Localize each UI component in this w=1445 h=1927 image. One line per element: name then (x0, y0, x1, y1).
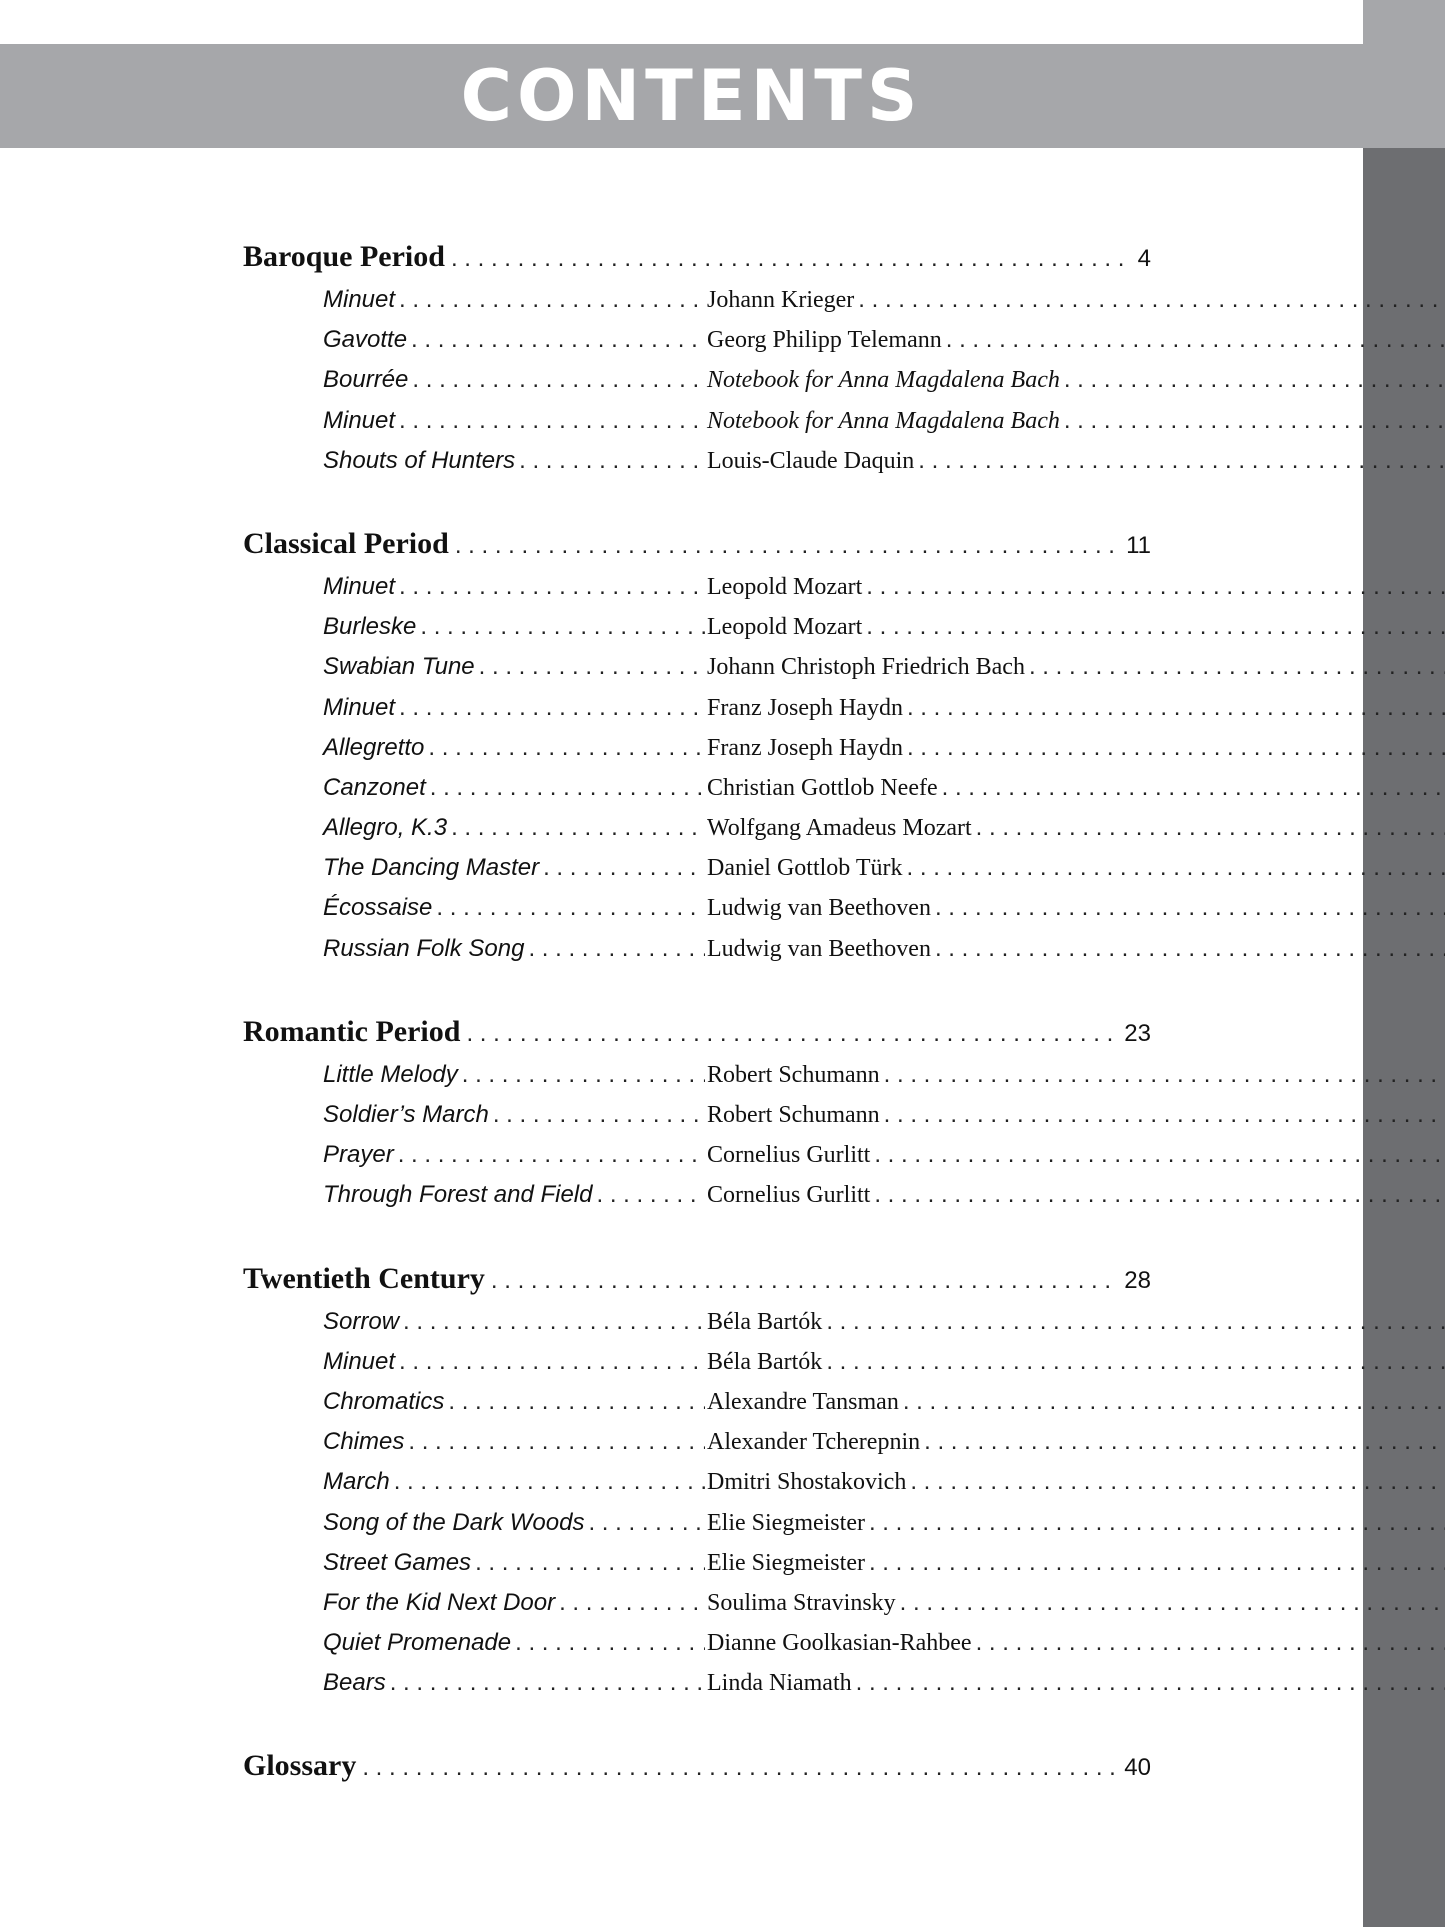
piece-title: Russian Folk Song (323, 934, 525, 962)
piece-title: Song of the Dark Woods (323, 1508, 585, 1536)
toc-entry[interactable] (243, 1055, 1151, 1095)
piece-title: Minuet (323, 1347, 396, 1375)
toc-entry[interactable] (243, 1135, 1151, 1175)
piece-column (323, 1055, 705, 1095)
composer-name: Louis-Claude Daquin (707, 447, 915, 474)
dot-leader (976, 1623, 1445, 1663)
dot-leader (866, 567, 1445, 607)
piece-column (323, 607, 705, 647)
piece-title: Sorrow (323, 1307, 400, 1335)
dot-leader (466, 1011, 1118, 1057)
section-title: Twentieth Century (243, 1261, 485, 1295)
section-heading-row[interactable] (243, 1009, 1151, 1055)
section-title: Romantic Period (243, 1014, 461, 1048)
toc-entry[interactable] (243, 1342, 1151, 1382)
composer-column (705, 1095, 1445, 1135)
composer-column (705, 401, 1445, 441)
toc-entry[interactable] (243, 441, 1151, 481)
dot-leader (874, 1135, 1445, 1175)
section-heading-row[interactable] (243, 1256, 1151, 1302)
dot-leader (869, 1543, 1445, 1583)
composer-column (705, 1055, 1445, 1095)
dot-leader (942, 768, 1445, 808)
piece-title: Shouts of Hunters (323, 446, 516, 474)
toc-entry[interactable] (243, 1175, 1151, 1215)
piece-title: Burleske (323, 613, 417, 641)
composer-name: Leopold Mozart (707, 614, 863, 641)
dot-leader (430, 768, 705, 808)
piece-title: The Dancing Master (323, 854, 540, 882)
toc-entry[interactable] (243, 929, 1151, 969)
dot-leader (528, 929, 705, 969)
composer-column (705, 768, 1445, 808)
toc-entry[interactable] (243, 888, 1151, 928)
composer-name: Elie Siegmeister (707, 1549, 865, 1576)
piece-column (323, 441, 705, 481)
dot-leader (856, 1663, 1445, 1703)
composer-column (705, 1382, 1445, 1422)
composer-name: Leopold Mozart (707, 573, 863, 600)
composer-column (705, 688, 1445, 728)
composer-column (705, 607, 1445, 647)
piece-title: Little Melody (323, 1060, 458, 1088)
composer-column (705, 647, 1445, 687)
dot-leader (884, 1055, 1445, 1095)
page-number: 23 (1124, 1019, 1151, 1047)
dot-leader (946, 320, 1445, 360)
piece-column (323, 401, 705, 441)
section-title: Classical Period (243, 526, 449, 560)
composer-name: Franz Joseph Haydn (707, 694, 903, 721)
piece-column (323, 1135, 705, 1175)
dot-leader (900, 1583, 1445, 1623)
composer-column (705, 360, 1445, 400)
dot-leader (869, 1503, 1445, 1543)
piece-column (323, 1382, 705, 1422)
composer-column (705, 1422, 1445, 1462)
section-heading-row[interactable] (243, 521, 1151, 567)
dot-leader (907, 848, 1445, 888)
piece-title: Minuet (323, 572, 396, 600)
toc-entry[interactable] (243, 280, 1151, 320)
piece-column (323, 1095, 705, 1135)
page-number: 28 (1124, 1266, 1151, 1294)
composer-name: Cornelius Gurlitt (707, 1182, 871, 1209)
piece-column (323, 320, 705, 360)
dot-leader (408, 1422, 705, 1462)
dot-leader (399, 1342, 705, 1382)
piece-column (323, 848, 705, 888)
composer-column (705, 808, 1445, 848)
toc-entry[interactable] (243, 1623, 1151, 1663)
dot-leader (420, 607, 705, 647)
composer-column (705, 1342, 1445, 1382)
toc-entry[interactable] (243, 808, 1151, 848)
dot-leader (455, 523, 1120, 569)
piece-title: Canzonet (323, 773, 426, 801)
dot-leader (451, 236, 1132, 282)
dot-leader (884, 1095, 1445, 1135)
composer-name: Johann Christoph Friedrich Bach (707, 654, 1025, 681)
dot-leader (907, 688, 1445, 728)
dot-leader (428, 728, 705, 768)
composer-column (705, 441, 1445, 481)
piece-title: Chromatics (323, 1387, 445, 1415)
toc-entry[interactable] (243, 1583, 1151, 1623)
piece-column (323, 360, 705, 400)
toc-entry[interactable] (243, 848, 1151, 888)
dot-leader (1029, 647, 1445, 687)
section-heading-row[interactable] (243, 234, 1151, 280)
composer-column (705, 567, 1445, 607)
toc-entry[interactable] (243, 567, 1151, 607)
composer-name: Christian Gottlob Neefe (707, 774, 938, 801)
piece-column (323, 1342, 705, 1382)
composer-name: Robert Schumann (707, 1102, 880, 1128)
dot-leader (475, 1543, 705, 1583)
composer-name: Alexander Tcherepnin (707, 1429, 921, 1456)
toc-entry[interactable] (243, 1663, 1151, 1703)
piece-title: Soldier’s March (323, 1101, 489, 1128)
section-title: Glossary (243, 1749, 357, 1783)
composer-name: Ludwig van Beethoven (707, 935, 931, 962)
toc-entry[interactable] (243, 607, 1151, 647)
piece-column (323, 647, 705, 687)
title-banner (0, 44, 1363, 148)
dot-leader (412, 360, 705, 400)
piece-title: Chimes (323, 1428, 405, 1456)
composer-name: Ludwig van Beethoven (707, 895, 931, 922)
toc-entry[interactable] (243, 647, 1151, 687)
toc-section (243, 1743, 1151, 1789)
toc-section (243, 521, 1151, 969)
dot-leader (493, 1095, 705, 1135)
piece-title: Minuet (323, 406, 396, 434)
composer-name: Béla Bartók (707, 1308, 823, 1335)
dot-leader (903, 1382, 1445, 1422)
composer-column (705, 280, 1445, 320)
dot-leader (866, 607, 1445, 647)
piece-column (323, 1663, 705, 1703)
piece-title: Bourrée (323, 366, 409, 394)
composer-name: Notebook for Anna Magdalena Bach (707, 407, 1060, 434)
toc-section (243, 1256, 1151, 1704)
piece-title: Minuet (323, 693, 396, 721)
dot-leader (411, 320, 705, 360)
dot-leader (399, 401, 705, 441)
piece-column (323, 1175, 705, 1215)
toc-entry[interactable] (243, 728, 1151, 768)
dot-leader (935, 888, 1445, 928)
piece-column (323, 1543, 705, 1583)
composer-column (705, 1663, 1445, 1703)
composer-name: Linda Niamath (707, 1670, 852, 1697)
composer-column (705, 1135, 1445, 1175)
composer-column (705, 1503, 1445, 1543)
dot-leader (596, 1175, 705, 1215)
toc-entry[interactable] (243, 360, 1151, 400)
piece-column (323, 280, 705, 320)
dot-leader (491, 1258, 1118, 1304)
toc-entry[interactable] (243, 320, 1151, 360)
toc-entry[interactable] (243, 1543, 1151, 1583)
dot-leader (935, 929, 1445, 969)
piece-title: Minuet (323, 286, 396, 313)
toc-section (243, 1009, 1151, 1216)
composer-column (705, 320, 1445, 360)
piece-column (323, 1422, 705, 1462)
composer-name: Wolfgang Amadeus Mozart (707, 815, 972, 842)
piece-title: Allegro, K.3 (323, 814, 448, 842)
piece-title: Gavotte (323, 326, 408, 354)
piece-title: For the Kid Next Door (323, 1588, 556, 1616)
dot-leader (559, 1583, 705, 1623)
page-number: 11 (1126, 531, 1151, 559)
dot-leader (924, 1422, 1445, 1462)
toc-entry[interactable] (243, 1503, 1151, 1543)
dot-leader (1064, 401, 1445, 441)
dot-leader (462, 1055, 705, 1095)
composer-name: Notebook for Anna Magdalena Bach (707, 367, 1060, 394)
piece-column (323, 1462, 705, 1502)
toc-entry[interactable] (243, 768, 1151, 808)
dot-leader (399, 567, 705, 607)
dot-leader (399, 280, 705, 320)
piece-column (323, 1302, 705, 1342)
dot-leader (918, 441, 1445, 481)
piece-column (323, 768, 705, 808)
composer-name: Elie Siegmeister (707, 1509, 865, 1536)
side-tab-light (1363, 0, 1445, 148)
piece-column (323, 1623, 705, 1663)
piece-column (323, 929, 705, 969)
piece-title: Through Forest and Field (323, 1181, 593, 1209)
dot-leader (910, 1462, 1445, 1502)
composer-name: Alexandre Tansman (707, 1388, 899, 1415)
dot-leader (448, 1382, 705, 1422)
dot-leader (907, 728, 1445, 768)
composer-name: Dmitri Shostakovich (707, 1469, 907, 1496)
dot-leader (479, 647, 705, 687)
composer-column (705, 929, 1445, 969)
composer-name: Soulima Stravinsky (707, 1589, 896, 1616)
toc-entry[interactable] (243, 1462, 1151, 1502)
dot-leader (399, 688, 705, 728)
piece-column (323, 688, 705, 728)
dot-leader (403, 1302, 705, 1342)
dot-leader (436, 888, 705, 928)
composer-column (705, 848, 1445, 888)
toc-section (243, 234, 1151, 481)
page-number: 4 (1137, 245, 1151, 272)
dot-leader (362, 1745, 1118, 1791)
composer-column (705, 1462, 1445, 1502)
dot-leader (519, 441, 705, 481)
composer-column (705, 1543, 1445, 1583)
piece-column (323, 808, 705, 848)
section-title: Baroque Period (243, 240, 445, 273)
dot-leader (826, 1302, 1445, 1342)
dot-leader (976, 808, 1445, 848)
dot-leader (398, 1135, 705, 1175)
piece-column (323, 728, 705, 768)
composer-column (705, 1175, 1445, 1215)
dot-leader (390, 1663, 705, 1703)
section-heading-row[interactable] (243, 1743, 1151, 1789)
composer-column (705, 1583, 1445, 1623)
dot-leader (826, 1342, 1445, 1382)
piece-title: Écossaise (323, 894, 433, 922)
composer-name: Franz Joseph Haydn (707, 734, 903, 761)
piece-column (323, 888, 705, 928)
piece-column (323, 1583, 705, 1623)
toc-entry[interactable] (243, 1095, 1151, 1135)
toc-entry[interactable] (243, 401, 1151, 441)
piece-title: Street Games (323, 1548, 472, 1576)
dot-leader (543, 848, 705, 888)
toc-entry[interactable] (243, 1302, 1151, 1342)
composer-name: Robert Schumann (707, 1061, 880, 1088)
dot-leader (451, 808, 705, 848)
composer-column (705, 888, 1445, 928)
piece-title: Swabian Tune (323, 653, 475, 681)
composer-column (705, 1302, 1445, 1342)
composer-name: Daniel Gottlob Türk (707, 855, 903, 882)
composer-name: Béla Bartók (707, 1348, 823, 1375)
piece-title: Allegretto (323, 733, 425, 761)
piece-column (323, 1503, 705, 1543)
piece-title: Quiet Promenade (323, 1629, 512, 1657)
page-number: 40 (1124, 1754, 1151, 1782)
table-of-contents (243, 234, 1151, 1829)
dot-leader (588, 1503, 705, 1543)
toc-entry[interactable] (243, 1422, 1151, 1462)
piece-column (323, 567, 705, 607)
composer-name: Cornelius Gurlitt (707, 1142, 871, 1169)
composer-name: Dianne Goolkasian-Rahbee (707, 1630, 972, 1657)
piece-title: Prayer (323, 1141, 394, 1169)
piece-title: Bears (323, 1669, 386, 1697)
composer-column (705, 1623, 1445, 1663)
dot-leader (1064, 360, 1445, 400)
page-title: CONTENTS (460, 55, 923, 137)
toc-entry[interactable] (243, 688, 1151, 728)
composer-name: Johann Krieger (707, 287, 855, 313)
dot-leader (394, 1462, 705, 1502)
piece-title: March (323, 1468, 390, 1496)
dot-leader (515, 1623, 705, 1663)
composer-name: Georg Philipp Telemann (707, 327, 942, 354)
toc-entry[interactable] (243, 1382, 1151, 1422)
dot-leader (874, 1175, 1445, 1215)
composer-column (705, 728, 1445, 768)
dot-leader (858, 280, 1445, 320)
